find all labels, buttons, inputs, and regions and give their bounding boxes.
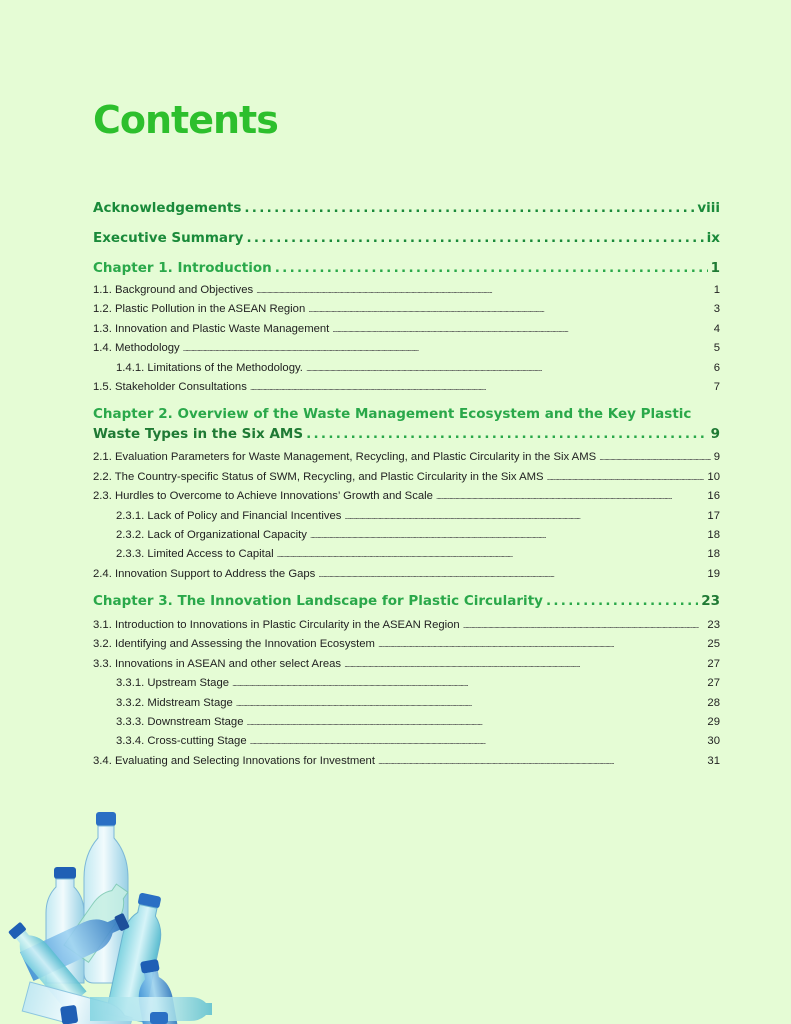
toc-entry-2-3[interactable] bbox=[93, 487, 720, 506]
toc-entry-page: 1 bbox=[710, 260, 720, 276]
dot-leader bbox=[378, 635, 704, 654]
toc-entry-label: 3.2. Identifying and Assessing the Innovation Ecosystem bbox=[93, 638, 375, 651]
toc-entry-label: 2.4. Innovation Support to Address the Gaps bbox=[93, 567, 316, 580]
dot-leader bbox=[344, 507, 704, 526]
toc-entry-page: 27 bbox=[707, 677, 720, 690]
toc-entry-label: 1.2. Plastic Pollution in the ASEAN Region bbox=[93, 303, 306, 316]
toc-entry-2-1[interactable] bbox=[93, 448, 720, 467]
dot-leader bbox=[332, 320, 710, 339]
dot-leader bbox=[547, 468, 705, 487]
toc-entry-label: 3.3.4. Cross-cutting Stage bbox=[116, 735, 247, 748]
bottle-icon bbox=[60, 1005, 78, 1024]
toc-entry-label: Waste Types in the Six AMS bbox=[93, 426, 304, 443]
dot-leader bbox=[308, 300, 710, 319]
toc-entry-label: 3.1. Introduction to Innovations in Plastic Circularity in the ASEAN Region bbox=[93, 619, 460, 632]
dot-leader bbox=[250, 378, 711, 397]
dot-leader bbox=[244, 195, 694, 221]
dot-leader bbox=[277, 545, 705, 564]
plastic-bottles-pile-illustration bbox=[0, 812, 215, 1024]
dot-leader bbox=[250, 732, 705, 751]
dot-leader bbox=[183, 339, 711, 358]
toc-entry-2-2[interactable] bbox=[93, 468, 720, 487]
toc-entry-page: 9 bbox=[713, 451, 720, 464]
toc-entry-label: 1.3. Innovation and Plastic Waste Management bbox=[93, 322, 330, 335]
toc-entry-page: 5 bbox=[713, 342, 720, 355]
bottle-icon bbox=[150, 1012, 168, 1024]
toc-entry-label: 2.3.1. Lack of Policy and Financial Incentives bbox=[116, 509, 342, 522]
toc-chapter-1[interactable] bbox=[93, 255, 720, 281]
toc-entry-1-4-1[interactable] bbox=[93, 359, 720, 378]
toc-entry-1-4[interactable] bbox=[93, 339, 720, 358]
toc-entry-label: 3.4. Evaluating and Selecting Innovations for Investment bbox=[93, 754, 375, 767]
toc-entry-page: 30 bbox=[707, 735, 720, 748]
toc-entry-page: 29 bbox=[707, 716, 720, 729]
toc-entry-page: 31 bbox=[707, 754, 720, 767]
toc-entry-label: Acknowledgements bbox=[93, 200, 242, 216]
dot-leader bbox=[546, 588, 698, 614]
toc-entry-page: 27 bbox=[707, 657, 720, 670]
dot-leader bbox=[318, 565, 704, 584]
dot-leader bbox=[246, 713, 704, 732]
toc-entry-page: 23 bbox=[701, 593, 720, 610]
page-title: Contents bbox=[93, 98, 278, 142]
toc-chapter-2-title-line2 bbox=[93, 423, 720, 445]
toc-entry-1-5[interactable] bbox=[93, 378, 720, 397]
toc-entry-acknowledgements[interactable] bbox=[93, 195, 720, 225]
toc-entry-page: 25 bbox=[707, 638, 720, 651]
toc-entry-label: 3.3. Innovations in ASEAN and other select Areas bbox=[93, 657, 342, 670]
toc-entry-3-3-3[interactable] bbox=[93, 713, 720, 732]
dot-leader bbox=[232, 674, 704, 693]
toc-entry-label: Chapter 3. The Innovation Landscape for Plastic Circularity bbox=[93, 593, 543, 610]
toc-entry-1-2[interactable] bbox=[93, 300, 720, 319]
toc-entry-3-3-4[interactable] bbox=[93, 732, 720, 751]
dot-leader bbox=[236, 694, 705, 713]
toc-entry-page: 23 bbox=[707, 619, 720, 632]
toc-entry-page: 17 bbox=[707, 509, 720, 522]
toc-entry-page: 6 bbox=[713, 361, 720, 374]
toc-entry-label: 2.3.2. Lack of Organizational Capacity bbox=[116, 528, 307, 541]
toc-entry-page: 18 bbox=[707, 528, 720, 541]
dot-leader bbox=[306, 423, 708, 445]
toc-entry-page: 28 bbox=[707, 696, 720, 709]
toc-entry-label: 1.4. Methodology bbox=[93, 342, 180, 355]
toc-entry-label: 3.3.3. Downstream Stage bbox=[116, 716, 244, 729]
toc-entry-3-3[interactable] bbox=[93, 655, 720, 674]
toc-entry-1-1[interactable] bbox=[93, 281, 720, 300]
toc-entry-label: 1.1. Background and Objectives bbox=[93, 284, 254, 296]
toc-entry-page: ix bbox=[706, 230, 720, 246]
toc-entry-label: 2.3.3. Limited Access to Capital bbox=[116, 548, 274, 561]
toc-entry-page: 10 bbox=[707, 470, 720, 483]
toc-entry-3-3-1[interactable] bbox=[93, 674, 720, 693]
toc-entry-page: 7 bbox=[713, 380, 720, 393]
toc-entry-2-3-2[interactable] bbox=[93, 526, 720, 545]
toc-entry-label: 2.1. Evaluation Parameters for Waste Management, Recycling, and Plastic Circularity in the Six AMS bbox=[93, 451, 597, 464]
dot-leader bbox=[256, 281, 711, 300]
dot-leader bbox=[599, 448, 711, 467]
toc-entry-3-1[interactable] bbox=[93, 616, 720, 635]
toc-entry-label: Executive Summary bbox=[93, 230, 244, 246]
toc-chapter-3[interactable] bbox=[93, 588, 720, 614]
toc-entry-page: 1 bbox=[713, 284, 720, 296]
toc-entry-page: 16 bbox=[707, 490, 720, 503]
toc-entry-label: 1.4.1. Limitations of the Methodology. bbox=[116, 361, 303, 374]
toc-entry-label: 2.2. The Country-specific Status of SWM, Recycling, and Plastic Circularity in the Six AMS bbox=[93, 470, 544, 483]
toc-entry-3-4[interactable] bbox=[93, 752, 720, 771]
toc-entry-page: 19 bbox=[707, 567, 720, 580]
toc-entry-2-3-3[interactable] bbox=[93, 545, 720, 564]
toc-entry-label: 1.5. Stakeholder Consultations bbox=[93, 380, 247, 393]
toc-entry-1-3[interactable] bbox=[93, 320, 720, 339]
toc-entry-page: 3 bbox=[713, 303, 720, 316]
toc-entry-label: 3.3.1. Upstream Stage bbox=[116, 677, 230, 690]
toc-entry-2-3-1[interactable] bbox=[93, 507, 720, 526]
table-of-contents bbox=[93, 195, 720, 771]
toc-entry-label: 2.3. Hurdles to Overcome to Achieve Innovations’ Growth and Scale bbox=[93, 490, 433, 503]
toc-entry-3-3-2[interactable] bbox=[93, 694, 720, 713]
toc-entry-page: 18 bbox=[707, 548, 720, 561]
toc-chapter-2[interactable] bbox=[93, 405, 720, 445]
dot-leader bbox=[310, 526, 705, 545]
dot-leader bbox=[436, 487, 705, 506]
dot-leader bbox=[275, 255, 708, 281]
toc-chapter-2-title-line1: Chapter 2. Overview of the Waste Management Ecosystem and the Key Plastic bbox=[93, 406, 692, 423]
toc-entry-executive-summary[interactable] bbox=[93, 225, 720, 255]
dot-leader bbox=[246, 225, 703, 251]
toc-entry-3-2[interactable] bbox=[93, 635, 720, 654]
toc-entry-label: 3.3.2. Midstream Stage bbox=[116, 696, 233, 709]
toc-entry-2-4[interactable] bbox=[93, 565, 720, 584]
dot-leader bbox=[463, 616, 705, 635]
toc-entry-label: Chapter 1. Introduction bbox=[93, 260, 272, 276]
dot-leader bbox=[344, 655, 704, 674]
toc-entry-page: 9 bbox=[710, 426, 720, 443]
toc-entry-page: 4 bbox=[713, 322, 720, 335]
toc-entry-page: viii bbox=[697, 200, 720, 216]
dot-leader bbox=[306, 359, 711, 378]
dot-leader bbox=[378, 752, 704, 771]
